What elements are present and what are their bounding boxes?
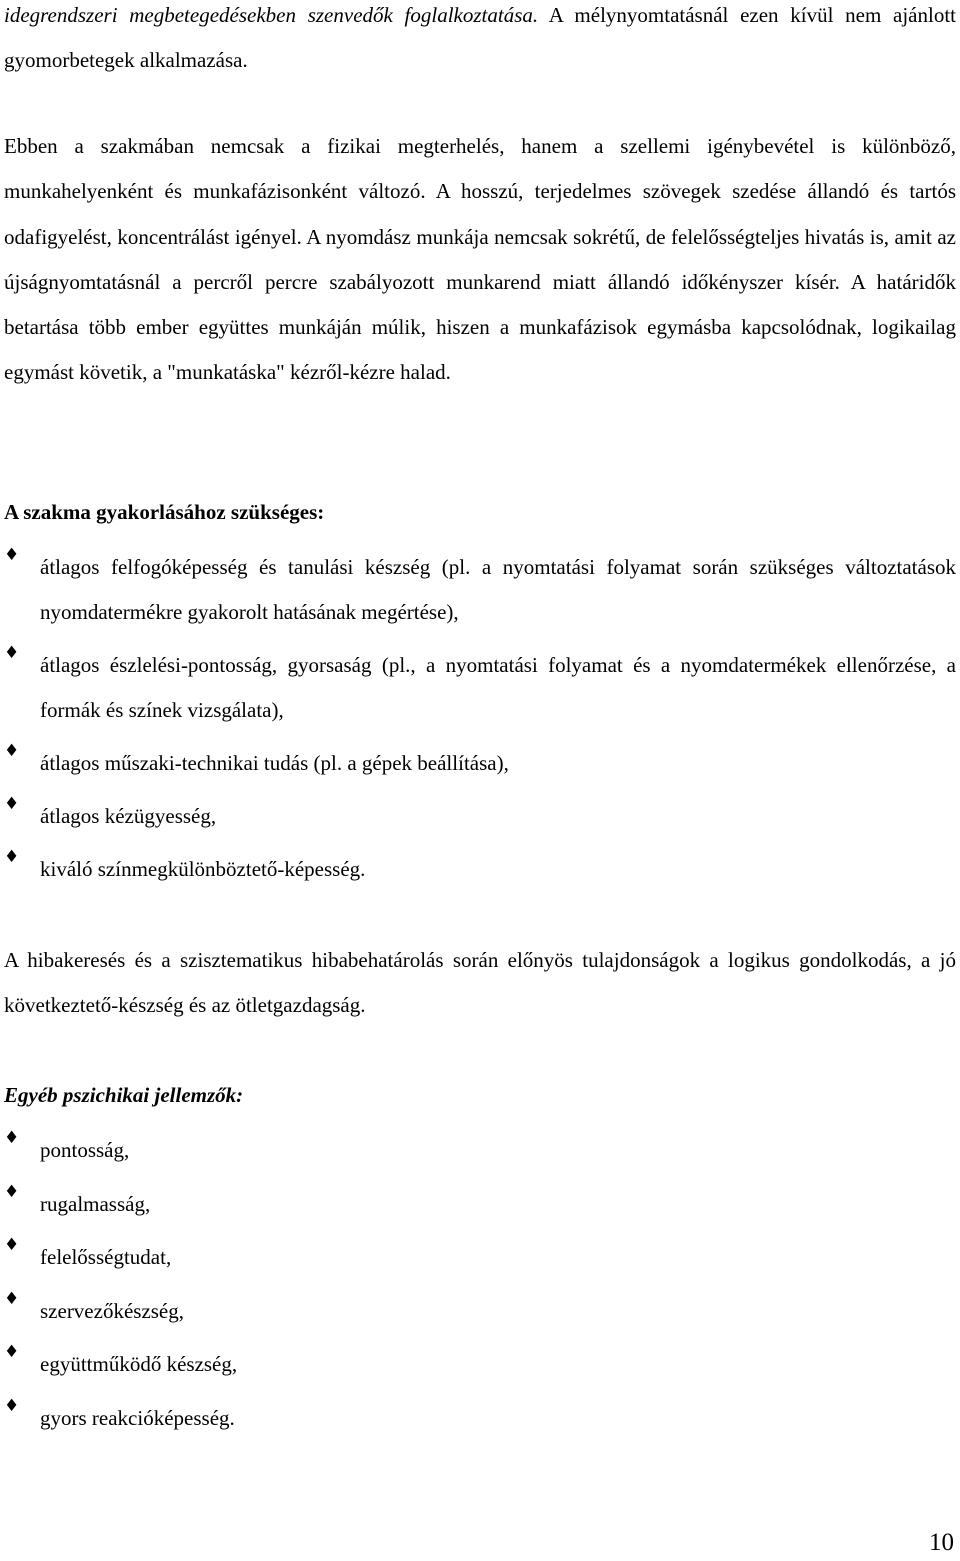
- body-paragraph-2: A hibakeresés és a szisztematikus hibabehatárolás során előnyös tulajdonságok a logikus gondolkodás, a jó következtető-készség és az ötletgazdagság.: [4, 948, 956, 1018]
- trait-item: [4, 1128, 956, 1182]
- diamond-bullet-icon: ♦: [4, 847, 20, 867]
- skill-text: átlagos észlelési-pontosság, gyorsaság (pl., a nyomtatási folyamat és a nyomdatermékek ellenőrzése, a formák és színek vizsgálata),: [40, 653, 956, 722]
- skill-text: átlagos felfogóképesség és tanulási készség (pl. a nyomtatási folyamat során szükséges változtatások nyomdatermékre gyakorolt hatásának megértése),: [40, 555, 956, 624]
- skill-item: [4, 741, 956, 794]
- trait-item: [4, 1235, 956, 1289]
- diamond-bullet-icon: ♦: [4, 1342, 20, 1362]
- traits-heading: Egyéb pszichikai jellemzők:: [4, 1083, 244, 1107]
- trait-text: pontosság,: [40, 1138, 130, 1162]
- diamond-bullet-icon: ♦: [4, 1181, 20, 1202]
- intro-italic-text: idegrendszeri megbetegedésekben szenvedők foglalkoztatása.: [4, 3, 539, 27]
- skill-text: átlagos kézügyesség,: [40, 804, 217, 828]
- skill-item: [4, 643, 956, 741]
- trait-text: rugalmasság,: [40, 1191, 151, 1216]
- trait-text: felelősségtudat,: [40, 1245, 172, 1269]
- diamond-bullet-icon: ♦: [4, 545, 20, 565]
- trait-text: gyors reakcióképesség.: [40, 1405, 235, 1430]
- diamond-bullet-icon: ♦: [4, 1395, 20, 1416]
- trait-text: szervezőkészség,: [40, 1298, 185, 1323]
- trait-item: [4, 1396, 956, 1450]
- diamond-bullet-icon: ♦: [4, 1235, 20, 1255]
- skills-list: [4, 545, 956, 900]
- intro-rest-text: A mélynyomtatásnál ezen kívül nem ajánlott gyomorbetegek alkalmazása.: [4, 3, 956, 73]
- traits-list: [4, 1128, 956, 1449]
- skill-item: [4, 545, 956, 643]
- trait-item: [4, 1342, 956, 1396]
- diamond-bullet-icon: ♦: [4, 794, 20, 814]
- trait-item: [4, 1182, 956, 1236]
- diamond-bullet-icon: ♦: [4, 1128, 20, 1148]
- trait-item: [4, 1289, 956, 1343]
- skill-text: átlagos műszaki-technikai tudás (pl. a gépek beállítása),: [40, 751, 509, 775]
- intro-paragraph: [4, 0, 956, 84]
- page-number: 10: [929, 1529, 954, 1556]
- body-paragraph-1: Ebben a szakmában nemcsak a fizikai megterhelés, hanem a szellemi igénybevétel is különböző, munkahelyenként és munkafázisonként változó. A hosszú, terjedelmes szövegek szedése állandó és tartós odafigyelést, koncentrálást igényel. A nyomdász munkája nemcsak sokrétű, de felelősségteljes hivatás is, amit az újságnyomtatásnál a percről percre szabályozott munkarend miatt állandó időkényszer kísér. A határidők betartása több ember együttes munkáján múlik, hiszen a munkafázisok egymásba kapcsolódnak, logikailag egymást követik, a "munkatáska" kézről-kézre halad.: [4, 134, 956, 385]
- diamond-bullet-icon: ♦: [4, 1288, 20, 1309]
- skill-item: [4, 794, 956, 847]
- skill-text: kiváló színmegkülönböztető-képesség.: [40, 857, 366, 881]
- diamond-bullet-icon: ♦: [4, 741, 20, 761]
- trait-text: együttműködő készség,: [40, 1352, 238, 1376]
- skills-heading: A szakma gyakorlásához szükséges:: [4, 500, 325, 524]
- diamond-bullet-icon: ♦: [4, 643, 20, 663]
- skill-item: [4, 847, 956, 900]
